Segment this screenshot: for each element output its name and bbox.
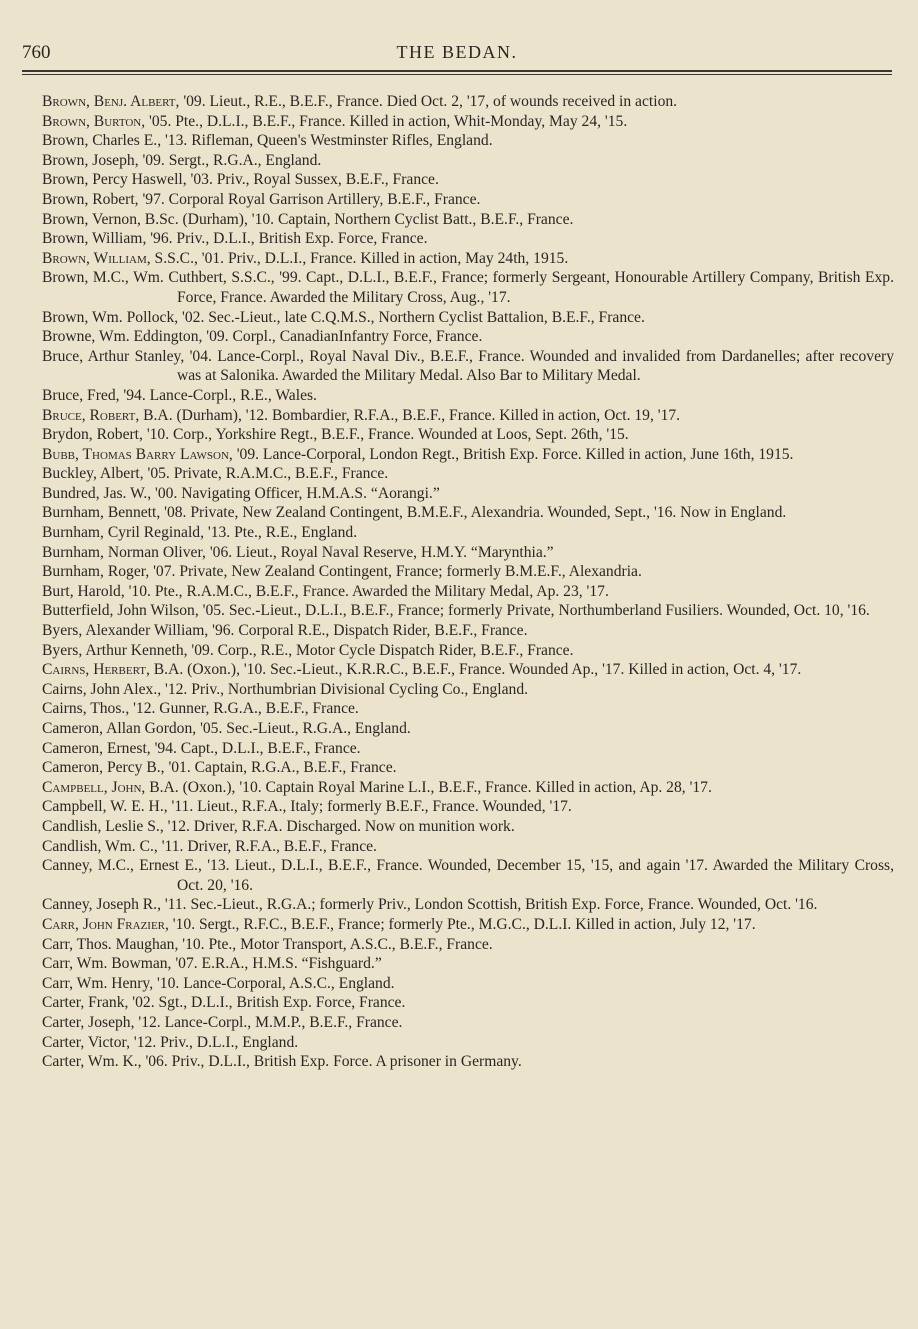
entry-text: Carter, Victor, '12. Priv., D.L.I., England.: [42, 1033, 299, 1051]
header-rule-thin: [22, 74, 892, 75]
entry-name: Carr, John Frazier,: [42, 915, 169, 933]
page-header: [22, 42, 892, 70]
list-entry: [22, 543, 894, 563]
entry-text: Canney, M.C., Ernest E., '13. Lieut., D.L.I., B.E.F., France. Wounded, December 15, '15, and again '17. Awarded the Military Cross, Oct. 20, '16.: [42, 857, 894, 894]
entry-text: Brown, Robert, '97. Corporal Royal Garrison Artillery, B.E.F., France.: [42, 190, 481, 208]
list-entry: [22, 464, 894, 484]
list-entry: [22, 837, 894, 857]
entry-text: Candlish, Leslie S., '12. Driver, R.F.A. Discharged. Now on munition work.: [42, 817, 515, 835]
entry-text: Byers, Alexander William, '96. Corporal R.E., Dispatch Rider, B.E.F., France.: [42, 622, 528, 640]
entry-marker: [22, 601, 42, 621]
entry-text: Brown, William, '96. Priv., D.L.I., British Exp. Force, France.: [42, 230, 428, 248]
list-entry: [22, 719, 894, 739]
entry-text: Carter, Joseph, '12. Lance-Corpl., M.M.P., B.E.F., France.: [42, 1013, 403, 1031]
entry-text: B.A. (Durham), '12. Bombardier, R.F.A., B.E.F., France. Killed in action, Oct. 19, '17.: [139, 406, 681, 424]
list-entry: [22, 445, 894, 465]
entry-text: Burt, Harold, '10. Pte., R.A.M.C., B.E.F., France. Awarded the Military Medal, Ap. 23, '17.: [42, 582, 609, 600]
page-number: 760: [22, 42, 51, 63]
list-entry: [22, 92, 894, 112]
entry-marker: [22, 112, 42, 132]
list-entry: [22, 758, 894, 778]
list-entry: [22, 327, 894, 347]
entry-marker: [22, 445, 42, 465]
entry-text: Brown, Charles E., '13. Rifleman, Queen's Westminster Rifles, England.: [42, 132, 493, 150]
list-entry: [22, 954, 894, 974]
list-entry: [22, 935, 894, 955]
entry-text: Brown, Vernon, B.Sc. (Durham), '10. Captain, Northern Cyclist Batt., B.E.F., France.: [42, 210, 574, 228]
list-entry: [22, 406, 894, 426]
entry-text: Byers, Arthur Kenneth, '09. Corp., R.E., Motor Cycle Dispatch Rider, B.E.F., France.: [42, 641, 574, 659]
entry-text: Cairns, John Alex., '12. Priv., Northumbrian Divisional Cycling Co., England.: [42, 680, 529, 698]
list-entry: [22, 699, 894, 719]
list-entry: [22, 895, 894, 915]
entry-text: Carr, Wm. Bowman, '07. E.R.A., H.M.S. “Fishguard.”: [42, 955, 382, 973]
entry-text: Brown, M.C., Wm. Cuthbert, S.S.C., '99. Capt., D.L.I., B.E.F., France; formerly Sergeant, Honourable Artillery Company, British Exp. Force, France. Awarded the Military Cross, Aug., '17.: [42, 269, 894, 306]
entry-text: Bundred, Jas. W., '00. Navigating Officer, H.M.A.S. “Aorangi.”: [42, 484, 440, 502]
entry-marker: [22, 778, 42, 798]
list-entry: [22, 503, 894, 523]
entry-text: Carr, Wm. Henry, '10. Lance-Corporal, A.S.C., England.: [42, 974, 395, 992]
roll-of-service-list: [22, 92, 894, 1072]
entry-text: '09. Lance-Corporal, London Regt., British Exp. Force. Killed in action, June 16th, 1915.: [232, 445, 794, 463]
entry-text: Burnham, Bennett, '08. Private, New Zealand Contingent, B.M.E.F., Alexandria. Wounded, Sept., '16. Now in England.: [42, 504, 787, 522]
list-entry: [22, 523, 894, 543]
entry-text: B.A. (Oxon.), '10. Captain Royal Marine L.I., B.E.F., France. Killed in action, Ap. 28, '17.: [145, 778, 712, 796]
entry-text: Candlish, Wm. C., '11. Driver, R.F.A., B.E.F., France.: [42, 837, 377, 855]
list-entry: [22, 1052, 894, 1072]
list-entry: [22, 229, 894, 249]
entry-text: Brown, Wm. Pollock, '02. Sec.-Lieut., late C.Q.M.S., Northern Cyclist Battalion, B.E.F., France.: [42, 308, 645, 326]
entry-marker: [22, 503, 42, 523]
entry-text: '10. Sergt., R.F.C., B.E.F., France; formerly Pte., M.G.C., D.L.I. Killed in action, July 12, '17.: [168, 915, 756, 933]
entry-text: Butterfield, John Wilson, '05. Sec.-Lieut., D.L.I., B.E.F., France; formerly Private, Northumberland Fusiliers. Wounded, Oct. 10, '16.: [42, 602, 870, 620]
entry-text: Buckley, Albert, '05. Private, R.A.M.C., B.E.F., France.: [42, 465, 389, 483]
entry-marker: [22, 268, 42, 288]
list-entry: [22, 112, 894, 132]
entry-text: '09. Lieut., R.E., B.E.F., France. Died Oct. 2, '17, of wounds received in action.: [179, 93, 678, 110]
list-entry: [22, 268, 894, 307]
entry-name: Campbell, John,: [42, 778, 146, 796]
entry-marker: [22, 915, 42, 935]
list-entry: [22, 131, 894, 151]
list-entry: [22, 739, 894, 759]
entry-marker: [22, 895, 42, 915]
entry-text: Canney, Joseph R., '11. Sec.-Lieut., R.G.A.; formerly Priv., London Scottish, British Exp. Force, France. Wounded, Oct. '16.: [42, 896, 818, 914]
entry-text: Burnham, Cyril Reginald, '13. Pte., R.E., England.: [42, 524, 358, 542]
entry-text: Bruce, Arthur Stanley, '04. Lance-Corpl., Royal Naval Div., B.E.F., France. Wounded and invalided from Dardanelles; after recovery was at Salonika. Awarded the Military Medal. Also Bar to Military Medal.: [42, 347, 894, 385]
header-rule: [22, 70, 892, 72]
list-entry: [22, 993, 894, 1013]
entry-marker: [22, 347, 42, 367]
entry-text: Cameron, Allan Gordon, '05. Sec.-Lieut., R.G.A., England.: [42, 720, 411, 737]
entry-name: Bubb, Thomas Barry Lawson,: [42, 445, 233, 463]
list-entry: [22, 386, 894, 406]
list-entry: [22, 915, 894, 935]
entry-text: Cameron, Ernest, '94. Capt., D.L.I., B.E.F., France.: [42, 739, 361, 757]
list-entry: [22, 347, 894, 386]
entry-name: Bruce, Robert,: [42, 406, 140, 424]
list-entry: [22, 210, 894, 230]
entry-marker: [22, 92, 42, 112]
entry-marker: [22, 582, 42, 602]
entry-text: Carter, Frank, '02. Sgt., D.L.I., British Exp. Force, France.: [42, 994, 406, 1012]
list-entry: [22, 601, 894, 621]
list-entry: [22, 1013, 894, 1033]
entry-text: S.S.C., '01. Priv., D.L.I., France. Killed in action, May 24th, 1915.: [150, 249, 569, 267]
entry-text: Brown, Joseph, '09. Sergt., R.G.A., England.: [42, 151, 322, 169]
list-entry: [22, 582, 894, 602]
entry-name: Brown, Burton,: [42, 112, 146, 130]
entry-text: Campbell, W. E. H., '11. Lieut., R.F.A., Italy; formerly B.E.F., France. Wounded, '17.: [42, 798, 572, 816]
entry-text: Cameron, Percy B., '01. Captain, R.G.A., B.E.F., France.: [42, 759, 397, 777]
list-entry: [22, 641, 894, 661]
list-entry: [22, 425, 894, 445]
list-entry: [22, 1033, 894, 1053]
entry-marker: [22, 797, 42, 817]
list-entry: [22, 974, 894, 994]
list-entry: [22, 797, 894, 817]
list-entry: [22, 308, 894, 328]
entry-text: '05. Pte., D.L.I., B.E.F., France. Killed in action, Whit-Monday, May 24, '15.: [145, 112, 628, 130]
list-entry: [22, 817, 894, 837]
entry-name: Brown, Benj. Albert,: [42, 93, 180, 110]
entry-text: Carr, Thos. Maughan, '10. Pte., Motor Transport, A.S.C., B.E.F., France.: [42, 935, 493, 953]
entry-text: Bruce, Fred, '94. Lance-Corpl., R.E., Wales.: [42, 386, 317, 404]
entry-name: Cairns, Herbert,: [42, 661, 150, 679]
list-entry: [22, 170, 894, 190]
list-entry: [22, 484, 894, 504]
entry-name: Brown, William,: [42, 249, 151, 267]
entry-marker: [22, 249, 42, 269]
list-entry: [22, 562, 894, 582]
running-title: THE BEDAN.: [396, 42, 518, 62]
list-entry: [22, 621, 894, 641]
entry-marker: [22, 406, 42, 426]
list-entry: [22, 190, 894, 210]
list-entry: [22, 856, 894, 895]
list-entry: [22, 778, 894, 798]
entry-text: Cairns, Thos., '12. Gunner, R.G.A., B.E.F., France.: [42, 700, 359, 718]
entry-text: Burnham, Roger, '07. Private, New Zealand Contingent, France; formerly B.M.E.F., Alexandria.: [42, 563, 642, 581]
list-entry: [22, 660, 894, 680]
entry-marker: [22, 856, 42, 876]
list-entry: [22, 249, 894, 269]
list-entry: [22, 151, 894, 171]
entry-text: Carter, Wm. K., '06. Priv., D.L.I., British Exp. Force. A prisoner in Germany.: [42, 1053, 522, 1071]
entry-text: Brown, Percy Haswell, '03. Priv., Royal Sussex, B.E.F., France.: [42, 171, 439, 189]
entry-text: Browne, Wm. Eddington, '09. Corpl., CanadianInfantry Force, France.: [42, 328, 483, 346]
entry-text: Burnham, Norman Oliver, '06. Lieut., Royal Naval Reserve, H.M.Y. “Marynthia.”: [42, 543, 554, 561]
entry-marker: [22, 660, 42, 680]
entry-marker: [22, 425, 42, 445]
entry-text: Brydon, Robert, '10. Corp., Yorkshire Regt., B.E.F., France. Wounded at Loos, Sept. 26th, '15.: [42, 426, 629, 444]
list-entry: [22, 680, 894, 700]
entry-text: B.A. (Oxon.), '10. Sec.-Lieut., K.R.R.C., B.E.F., France. Wounded Ap., '17. Killed in action, Oct. 4, '17.: [149, 661, 802, 679]
